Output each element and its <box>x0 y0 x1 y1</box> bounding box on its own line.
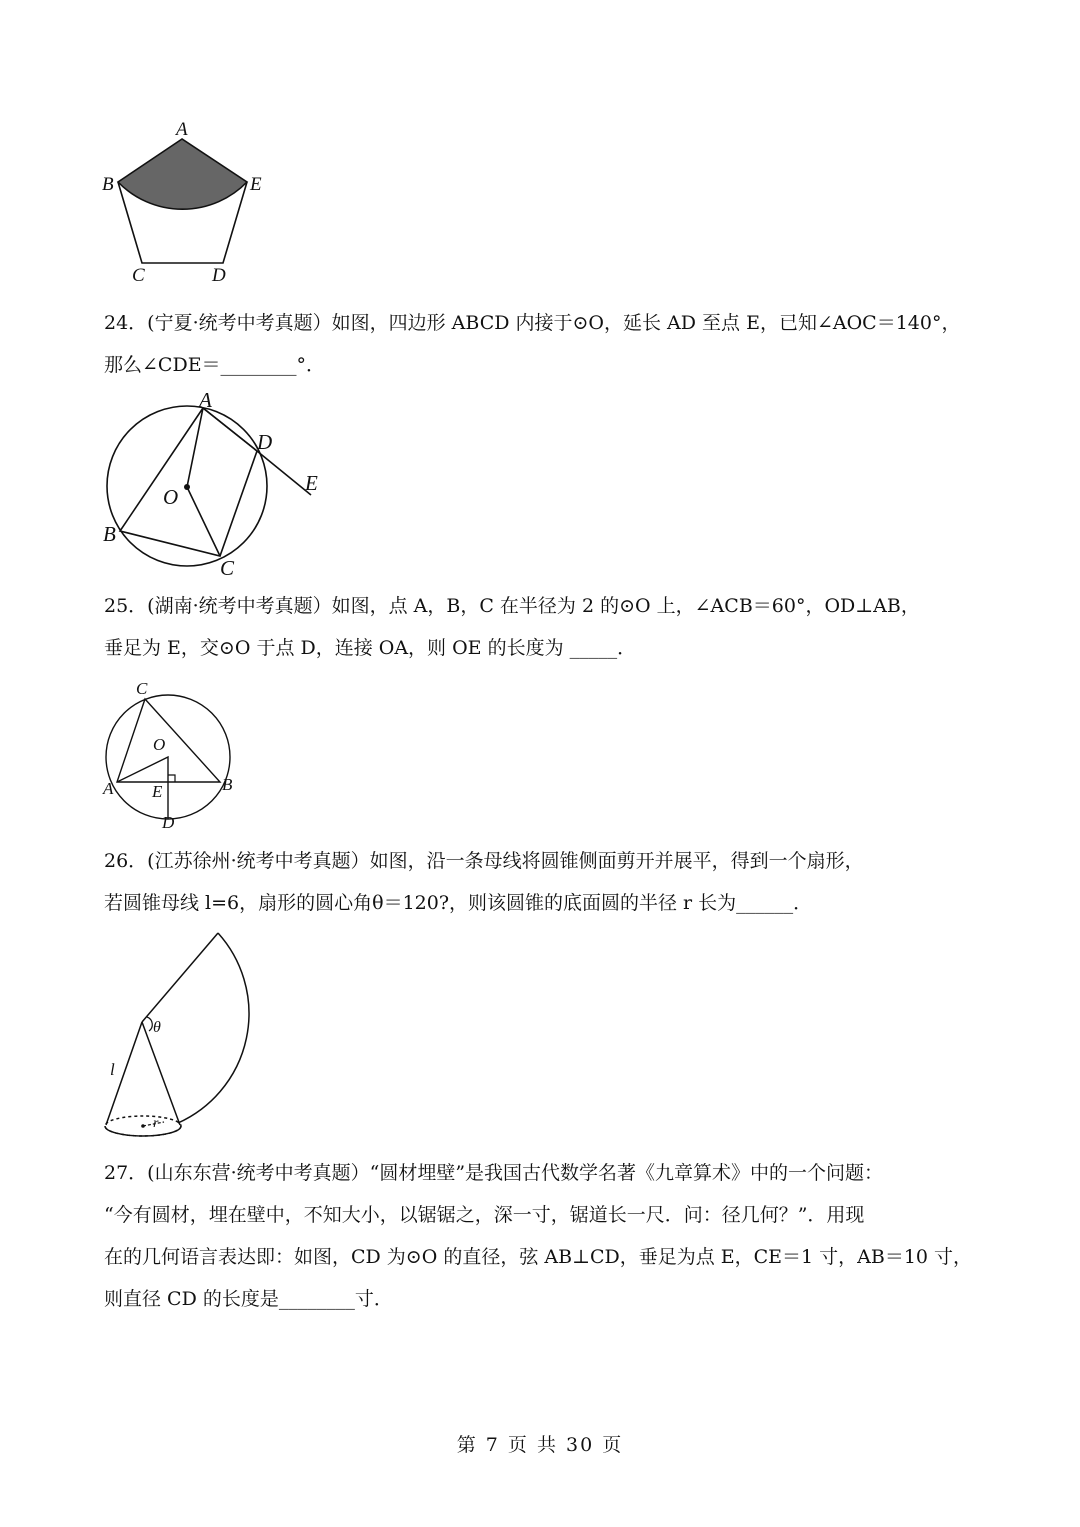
question-27-line-1: 27．(山东东营·统考中考真题）“圆材埋壁”是我国古代数学名著《九章算术》中的一个问题： <box>104 1162 884 1184</box>
figure-cyclic-quadrilateral <box>95 385 335 585</box>
label-A: A <box>176 119 188 140</box>
label-O: O <box>163 485 179 509</box>
question-27-line-3: 在的几何语言表达即：如图，CD 为⊙O 的直径，弦 AB⊥CD，垂足为点 E，CE＝1 寸，AB＝10 寸， <box>104 1246 973 1268</box>
page-footer: 第 7 页 共 30 页 <box>456 1434 624 1456</box>
label-B: B <box>222 775 233 794</box>
question-25-line-2: 垂足为 E，交⊙O 于点 D，连接 OA，则 OE 的长度为 _____． <box>104 637 637 659</box>
question-24-line-2: 那么∠CDE＝________°． <box>104 354 326 376</box>
label-r: r <box>153 1116 159 1131</box>
label-D: D <box>257 430 273 454</box>
question-26 <box>104 840 984 924</box>
label-A: A <box>103 779 114 798</box>
label-D: D <box>212 265 226 286</box>
label-E: E <box>305 471 318 495</box>
question-25-line-1: 25．(湖南·统考中考真题）如图，点 A，B，C 在半径为 2 的⊙O 上，∠ACB＝60°，OD⊥AB， <box>104 595 920 617</box>
label-E: E <box>250 174 262 195</box>
label-C: C <box>132 265 145 286</box>
label-D: D <box>162 813 175 832</box>
question-27-line-4: 则直径 CD 的长度是________寸． <box>104 1288 393 1310</box>
label-C: C <box>220 556 235 580</box>
label-theta: θ <box>153 1019 161 1036</box>
question-26-line-2: 若圆锥母线 l=6，扇形的圆心角θ＝120?，则该圆锥的底面圆的半径 r 长为______． <box>104 892 813 914</box>
label-l: l <box>110 1060 115 1079</box>
figure-cone-sector <box>98 925 278 1145</box>
label-E: E <box>152 782 163 801</box>
label-B: B <box>103 522 116 546</box>
question-26-line-1: 26．(江苏徐州·统考中考真题）如图，沿一条母线将圆锥侧面剪开并展平，得到一个扇形， <box>104 850 864 872</box>
figure-pentagon-sector <box>90 110 290 295</box>
label-A: A <box>199 388 212 412</box>
figure-circle-triangle <box>98 672 248 837</box>
question-27 <box>104 1152 984 1320</box>
label-B: B <box>102 174 114 195</box>
label-C: C <box>136 679 148 698</box>
label-O: O <box>153 735 166 754</box>
question-27-line-2: “今有圆材，埋在壁中，不知大小，以锯锯之，深一寸，锯道长一尺．问：径几何？”．用现 <box>104 1204 865 1226</box>
question-24-line-1: 24．(宁夏·统考中考真题）如图，四边形 ABCD 内接于⊙O，延长 AD 至点 E，已知∠AOC＝140°， <box>104 312 961 334</box>
question-25 <box>104 585 984 669</box>
question-24 <box>104 302 984 386</box>
